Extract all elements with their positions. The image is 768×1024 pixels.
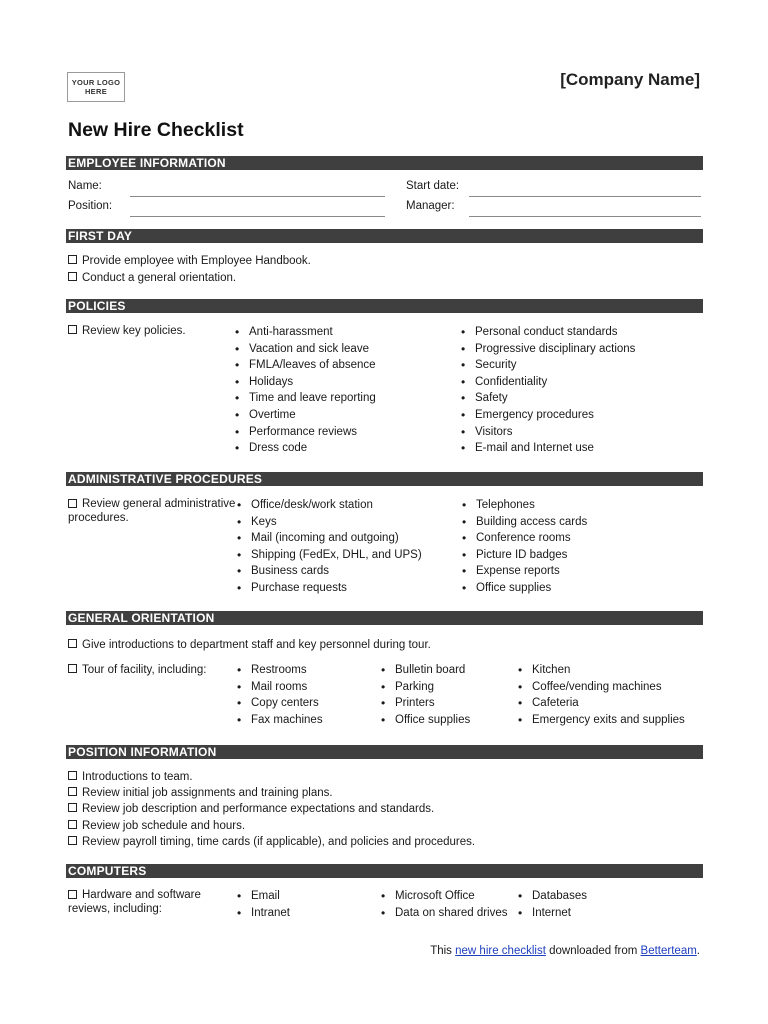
bullet-list xyxy=(235,889,290,922)
checklist-item[interactable] xyxy=(68,888,218,916)
list-item: • Vacation and sick leave xyxy=(233,342,376,359)
checkbox[interactable] xyxy=(68,272,77,281)
list-item: • Confidentiality xyxy=(459,375,635,392)
list-item: • Restrooms xyxy=(235,663,323,680)
checkbox[interactable] xyxy=(68,499,77,508)
checklist-item-label: Review payroll timing, time cards (if applicable), and policies and procedures. xyxy=(82,836,476,848)
checklist-item-label: Review key policies. xyxy=(82,325,186,337)
company-name: [Company Name] xyxy=(560,70,700,89)
checkbox[interactable] xyxy=(68,664,77,673)
position-field[interactable] xyxy=(130,216,385,217)
list-item: • Databases xyxy=(516,889,587,906)
list-item: • Cafeteria xyxy=(516,696,685,713)
bullet-list xyxy=(235,498,422,598)
list-item: • Parking xyxy=(379,680,470,697)
list-item: • E-mail and Internet use xyxy=(459,441,635,458)
checkbox[interactable] xyxy=(68,836,77,845)
list-item: • Anti-harassment xyxy=(233,325,376,342)
list-item: • Performance reviews xyxy=(233,425,376,442)
section-header-employee-information: EMPLOYEE INFORMATION xyxy=(66,156,703,170)
checklist-item[interactable] xyxy=(68,663,206,677)
list-item: • Office supplies xyxy=(379,713,470,730)
checklist-item-label: Introductions to team. xyxy=(82,771,193,783)
section-header-administrative-procedures: ADMINISTRATIVE PROCEDURES xyxy=(66,472,703,486)
list-item: • Overtime xyxy=(233,408,376,425)
checkbox[interactable] xyxy=(68,890,77,899)
list-item: • Personal conduct standards xyxy=(459,325,635,342)
section-header-computers: COMPUTERS xyxy=(66,864,703,878)
list-item: • Mail rooms xyxy=(235,680,323,697)
list-item: • Emergency procedures xyxy=(459,408,635,425)
checkbox[interactable] xyxy=(68,803,77,812)
bullet-list xyxy=(379,889,508,922)
list-item: • Telephones xyxy=(460,498,587,515)
checklist-item[interactable] xyxy=(68,770,193,784)
checkbox[interactable] xyxy=(68,820,77,829)
checklist-item-label: Provide employee with Employee Handbook. xyxy=(82,255,311,267)
footer-suffix: . xyxy=(696,945,700,957)
checklist-item-label: Review job description and performance expectations and standards. xyxy=(82,803,435,815)
manager-field[interactable] xyxy=(469,216,701,217)
list-item: • Copy centers xyxy=(235,696,323,713)
list-item: • Expense reports xyxy=(460,564,587,581)
list-item: • Picture ID badges xyxy=(460,548,587,565)
page-title: New Hire Checklist xyxy=(68,119,244,141)
footer-prefix: This xyxy=(430,945,452,957)
section-header-position-information: POSITION INFORMATION xyxy=(66,745,703,759)
list-item: • Building access cards xyxy=(460,515,587,532)
list-item: • Visitors xyxy=(459,425,635,442)
checkbox[interactable] xyxy=(68,255,77,264)
start-date-label: Start date: xyxy=(406,180,460,192)
bullet-list xyxy=(235,663,323,729)
checkbox[interactable] xyxy=(68,771,77,780)
betterteam-link[interactable]: Betterteam xyxy=(640,945,697,957)
list-item: • Shipping (FedEx, DHL, and UPS) xyxy=(235,548,422,565)
checklist-item[interactable] xyxy=(68,497,238,525)
list-item: • FMLA/leaves of absence xyxy=(233,358,376,375)
checklist-item[interactable] xyxy=(68,324,186,338)
checklist-item[interactable] xyxy=(68,786,333,800)
list-item: • Internet xyxy=(516,906,587,923)
checklist-item[interactable] xyxy=(68,271,236,285)
bullet-list xyxy=(516,889,587,922)
list-item: • Time and leave reporting xyxy=(233,391,376,408)
start-date-field[interactable] xyxy=(469,196,701,197)
list-item: • Coffee/vending machines xyxy=(516,680,685,697)
list-item: • Office supplies xyxy=(460,581,587,598)
bullet-list xyxy=(379,663,470,729)
checklist-item[interactable] xyxy=(68,819,245,833)
list-item: • Emergency exits and supplies xyxy=(516,713,685,730)
checklist-item-label: Review job schedule and hours. xyxy=(82,820,246,832)
bullet-list xyxy=(459,325,635,458)
checklist-item[interactable] xyxy=(68,254,311,268)
list-item: • Bulletin board xyxy=(379,663,470,680)
checklist-item-label: Review general administrative procedures. xyxy=(68,498,236,524)
manager-label: Manager: xyxy=(406,200,455,212)
bullet-list xyxy=(460,498,587,598)
section-header-policies: POLICIES xyxy=(66,299,703,313)
logo-placeholder xyxy=(67,72,125,102)
list-item: • Microsoft Office xyxy=(379,889,508,906)
list-item: • Mail (incoming and outgoing) xyxy=(235,531,422,548)
list-item: • Data on shared drives xyxy=(379,906,508,923)
checklist-item-label: Give introductions to department staff and key personnel during tour. xyxy=(82,639,431,651)
logo-line-1: YOUR LOGO xyxy=(71,78,121,87)
logo-line-2: HERE xyxy=(84,87,108,96)
checklist-item[interactable] xyxy=(68,802,434,816)
bullet-list xyxy=(516,663,685,729)
list-item: • Business cards xyxy=(235,564,422,581)
position-label: Position: xyxy=(68,200,113,212)
bullet-list xyxy=(233,325,376,458)
list-item: • Safety xyxy=(459,391,635,408)
list-item: • Conference rooms xyxy=(460,531,587,548)
checklist-item-label: Conduct a general orientation. xyxy=(82,272,237,284)
list-item: • Kitchen xyxy=(516,663,685,680)
footer-middle: downloaded from xyxy=(549,945,638,957)
checklist-item-label: Tour of facility, including: xyxy=(82,664,207,676)
list-item: • Security xyxy=(459,358,635,375)
checkbox[interactable] xyxy=(68,787,77,796)
checklist-item-label: Hardware and software reviews, including: xyxy=(68,889,201,915)
list-item: • Keys xyxy=(235,515,422,532)
list-item: • Dress code xyxy=(233,441,376,458)
list-item: • Fax machines xyxy=(235,713,323,730)
checkbox[interactable] xyxy=(68,639,77,648)
section-header-first-day: FIRST DAY xyxy=(66,229,703,243)
checklist-item-label: Review initial job assignments and training plans. xyxy=(82,787,333,799)
name-label: Name: xyxy=(68,180,102,192)
list-item: • Office/desk/work station xyxy=(235,498,422,515)
footer-credit xyxy=(430,945,700,957)
new-hire-checklist-link[interactable]: new hire checklist xyxy=(455,945,546,957)
list-item: • Intranet xyxy=(235,906,290,923)
list-item: • Progressive disciplinary actions xyxy=(459,342,635,359)
checklist-item[interactable] xyxy=(68,835,475,849)
name-field[interactable] xyxy=(130,196,385,197)
list-item: • Purchase requests xyxy=(235,581,422,598)
checkbox[interactable] xyxy=(68,325,77,334)
list-item: • Email xyxy=(235,889,290,906)
section-header-general-orientation: GENERAL ORIENTATION xyxy=(66,611,703,625)
list-item: • Printers xyxy=(379,696,470,713)
list-item: • Holidays xyxy=(233,375,376,392)
checklist-item[interactable] xyxy=(68,638,431,652)
